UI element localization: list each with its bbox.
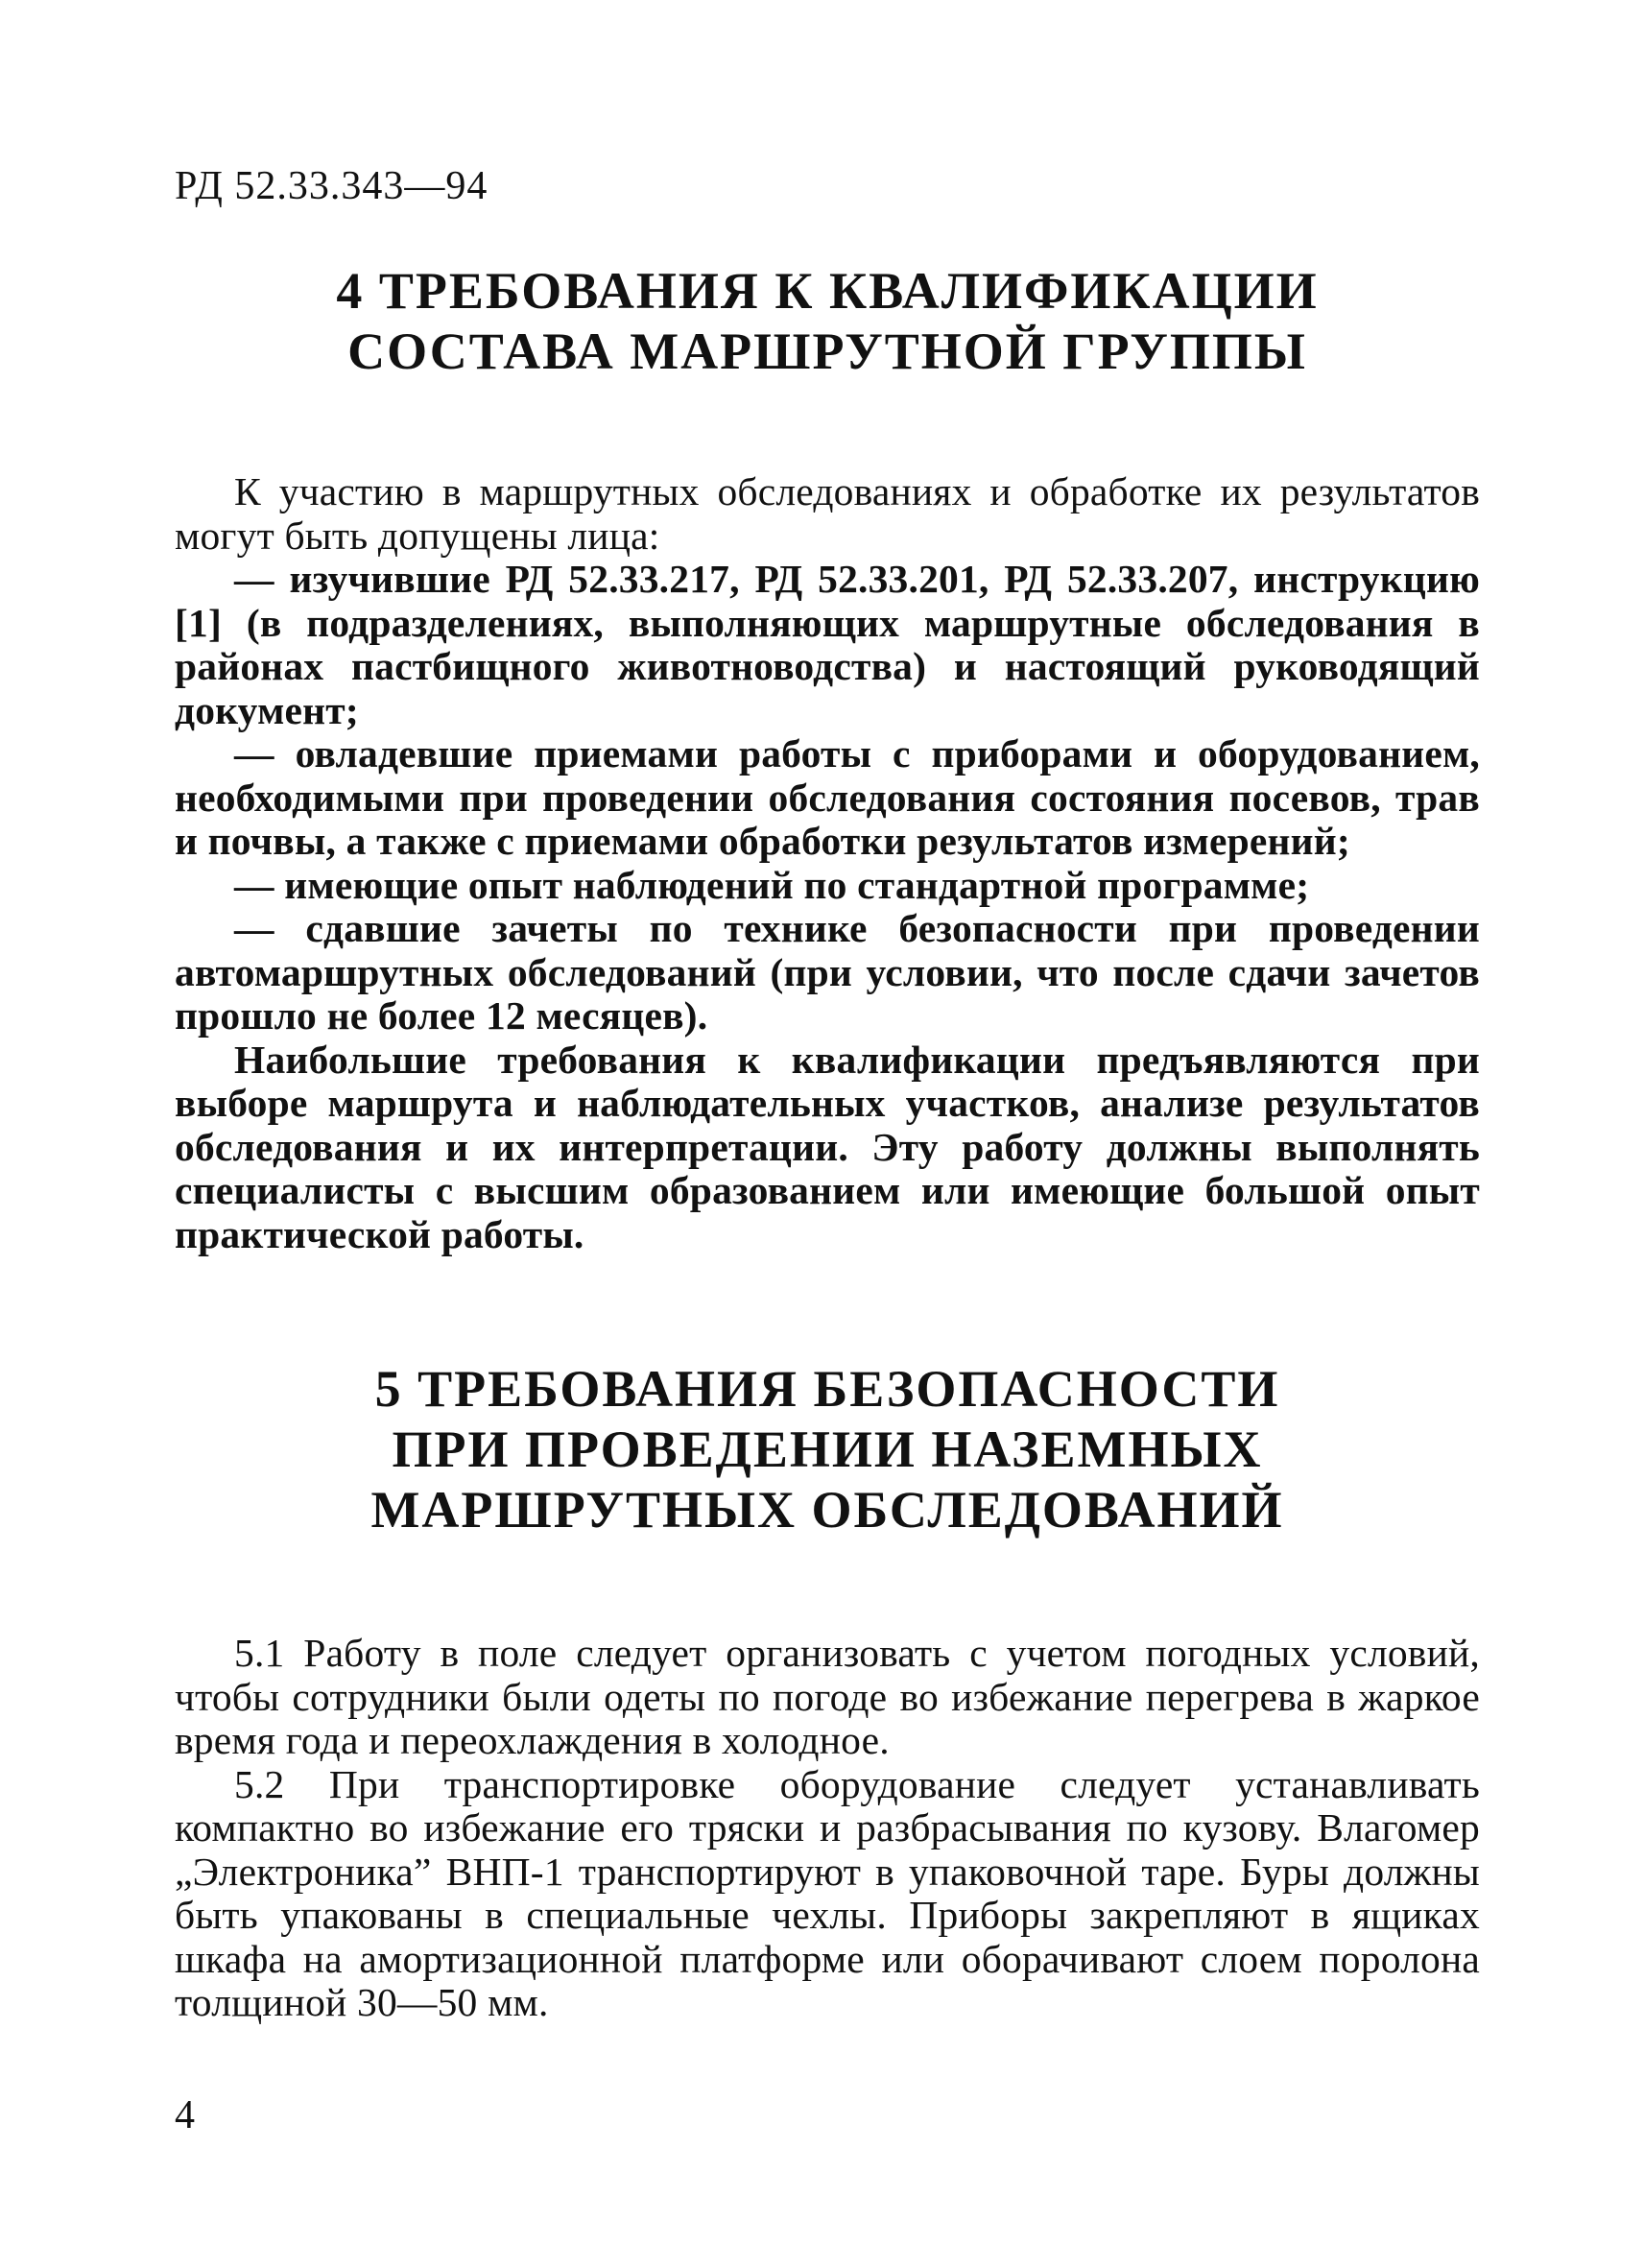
section-5-heading-line: МАРШРУТНЫХ ОБСЛЕДОВАНИЙ — [370, 1481, 1284, 1539]
paragraph: К участию в маршрутных обследованиях и обработке их результатов могут быть допущены лица: — [175, 469, 1480, 558]
document-code: РД 52.33.343—94 — [175, 164, 488, 208]
paragraph: Наибольшие требования к квалификации предъявляются при выборе маршрута и наблюдательных участков, анализе результатов обследования и их интерпретации. Эту работу должны выполнять специалисты с высшим образованием или имеющие большой опыт практической работы. — [175, 1037, 1480, 1256]
section-4-heading-line: СОСТАВА МАРШРУТНОЙ ГРУППЫ — [347, 322, 1307, 380]
section-5-heading-line: 5 ТРЕБОВАНИЯ БЕЗОПАСНОСТИ — [374, 1360, 1280, 1418]
list-item: — сдавшие зачеты по технике безопасности при проведении автомаршрутных обследований (при условии, что после сдачи зачетов прошло не более 12 месяцев). — [175, 906, 1480, 1038]
list-item: — овладевшие приемами работы с приборами и оборудованием, необходимыми при проведении обследования состояния посевов, трав и почвы, а также с приемами обработки результатов измерений; — [175, 731, 1480, 863]
paragraph: 5.2 При транспортировке оборудование следует устанавливать компактно во избежание его тряски и разбрасывания по кузову. Влагомер „Электроника” ВНП-1 транспортируют в упаковочной таре. Буры должны быть упакованы в специальные чехлы. Приборы закрепляют в ящиках шкафа на амортизационной платформе или оборачивают слоем поролона толщиной 30—50 мм. — [175, 1761, 1480, 2024]
page-number: 4 — [175, 2093, 195, 2137]
list-item: — изучившие РД 52.33.217, РД 52.33.201, РД 52.33.207, инструкцию [1] (в подразделениях, выполняющих маршрутные обследования в районах пастбищного животноводства) и настоящий руководящий документ; — [175, 557, 1480, 732]
section-4-heading — [175, 261, 1480, 382]
list-item: — имеющие опыт наблюдений по стандартной программе; — [234, 862, 1310, 907]
section-5-heading-line: ПРИ ПРОВЕДЕНИИ НАЗЕМНЫХ — [392, 1420, 1263, 1478]
section-5-heading — [175, 1359, 1480, 1540]
section-4-heading-line: 4 ТРЕБОВАНИЯ К КВАЛИФИКАЦИИ — [336, 262, 1319, 320]
paragraph: 5.1 Работу в поле следует организовать с учетом погодных условий, чтобы сотрудники были одеты по погоде во избежание перегрева в жаркое время года и переохлаждения в холодное. — [175, 1631, 1480, 1762]
section-4-body — [175, 470, 1480, 1256]
section-5-body — [175, 1632, 1480, 2025]
